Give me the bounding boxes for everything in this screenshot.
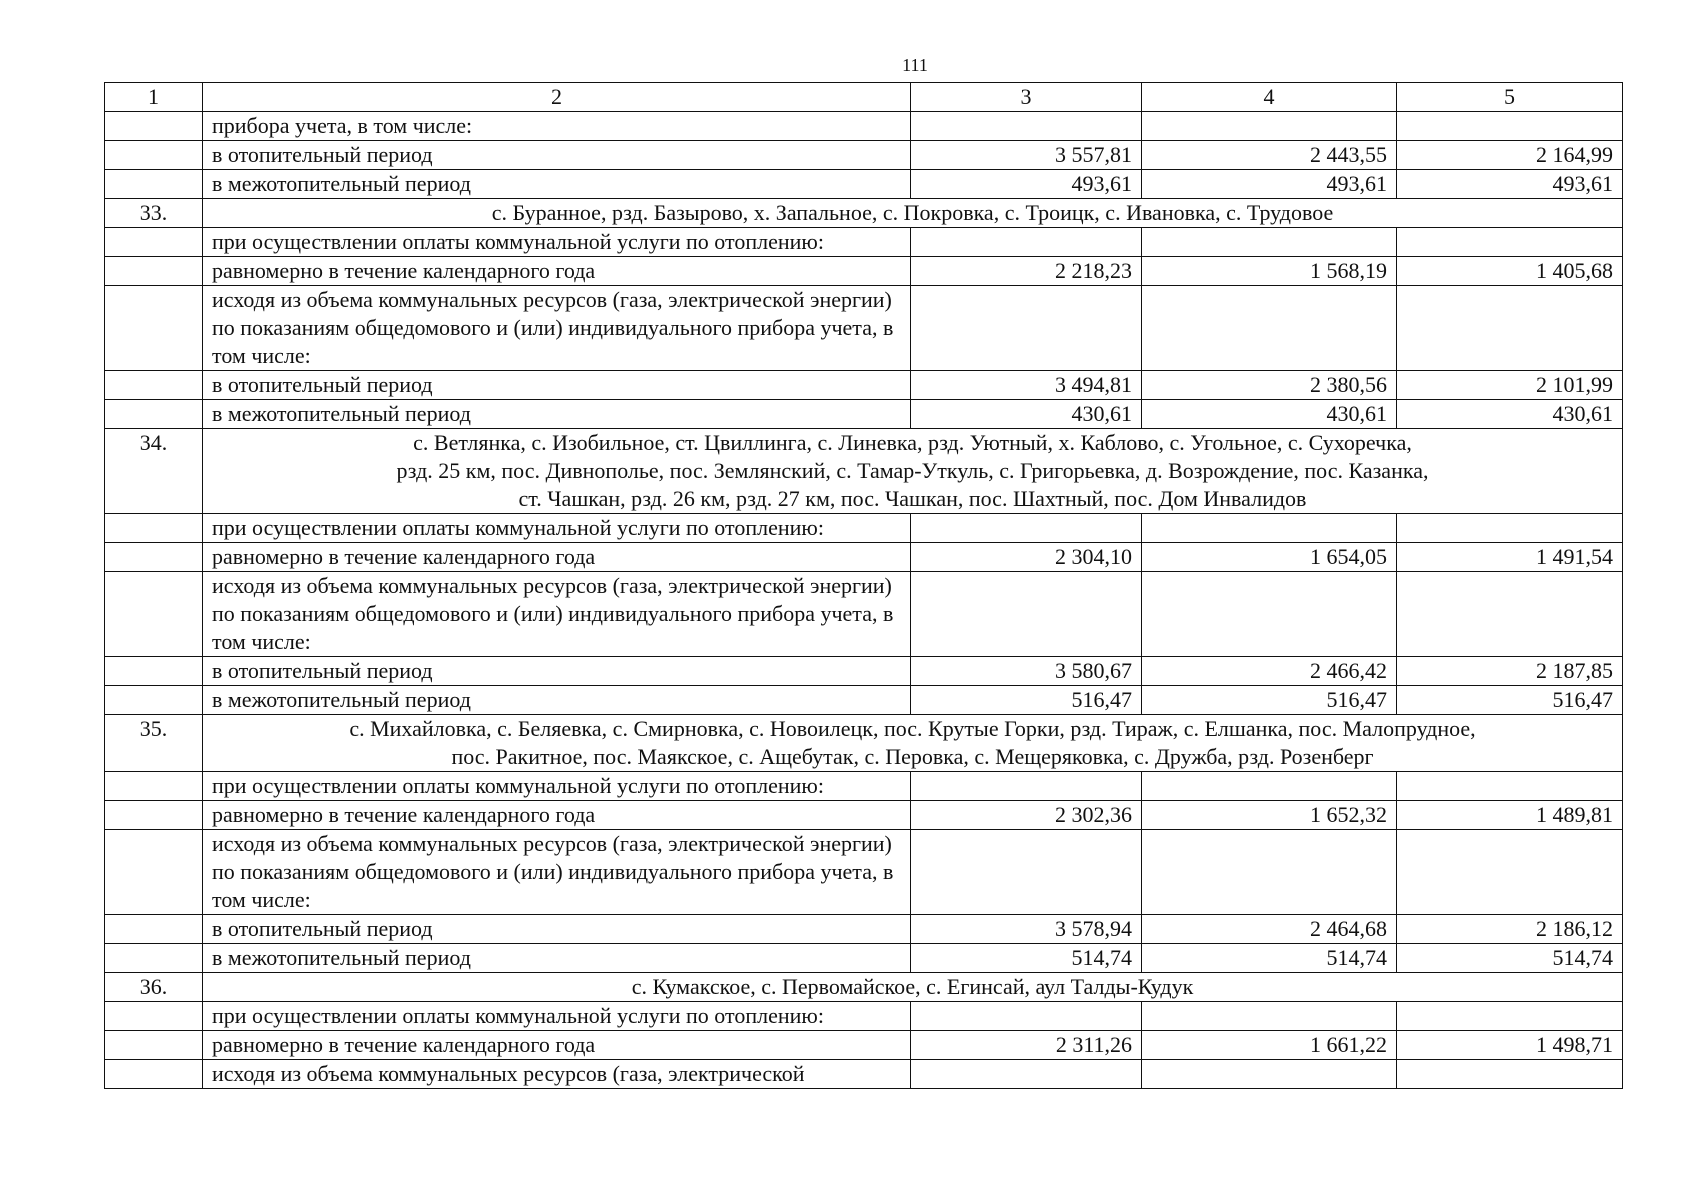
value-column-4: 2 466,42	[1142, 657, 1397, 686]
value-column-4	[1142, 514, 1397, 543]
row-index-empty	[105, 112, 203, 141]
row-description: равномерно в течение календарного года	[203, 257, 911, 286]
column-number-1: 1	[105, 83, 203, 112]
tariff-row	[105, 1002, 1623, 1031]
tariff-row	[105, 112, 1623, 141]
value-column-3: 2 218,23	[911, 257, 1142, 286]
row-description: в отопительный период	[203, 371, 911, 400]
value-column-5: 2 164,99	[1397, 141, 1623, 170]
value-column-5: 1 498,71	[1397, 1031, 1623, 1060]
value-column-5: 493,61	[1397, 170, 1623, 199]
tariff-row	[105, 801, 1623, 830]
value-column-4	[1142, 772, 1397, 801]
value-column-4	[1142, 1060, 1397, 1089]
row-index-empty	[105, 944, 203, 973]
row-description: при осуществлении оплаты коммунальной услуги по отоплению:	[203, 1002, 911, 1031]
locality-row	[105, 199, 1623, 228]
row-index-empty	[105, 286, 203, 371]
table-body	[105, 83, 1623, 1089]
row-index-empty	[105, 1060, 203, 1089]
value-column-3: 2 311,26	[911, 1031, 1142, 1060]
value-column-5	[1397, 112, 1623, 141]
value-column-4	[1142, 1002, 1397, 1031]
value-column-5	[1397, 1002, 1623, 1031]
value-column-4	[1142, 830, 1397, 915]
row-description: в межотопительный период	[203, 686, 911, 715]
row-index-empty	[105, 772, 203, 801]
value-column-4	[1142, 286, 1397, 371]
value-column-5	[1397, 514, 1623, 543]
tariff-row	[105, 286, 1623, 371]
locality-list	[203, 715, 1623, 772]
row-description: прибора учета, в том числе:	[203, 112, 911, 141]
row-description: в отопительный период	[203, 141, 911, 170]
tariff-row	[105, 371, 1623, 400]
value-column-5: 2 101,99	[1397, 371, 1623, 400]
row-description: равномерно в течение календарного года	[203, 543, 911, 572]
value-column-5: 430,61	[1397, 400, 1623, 429]
value-column-3: 2 304,10	[911, 543, 1142, 572]
locality-line: с. Михайловка, с. Беляевка, с. Смирновка, с. Новоилецк, пос. Крутые Горки, рзд. Тираж, с. Елшанка, пос. Малопрудное,	[349, 716, 1476, 741]
value-column-3: 493,61	[911, 170, 1142, 199]
value-column-4: 1 654,05	[1142, 543, 1397, 572]
row-index: 36.	[105, 973, 203, 1002]
value-column-5	[1397, 286, 1623, 371]
row-description: исходя из объема коммунальных ресурсов (газа, электрической энергии) по показаниям общедомового и (или) индивидуального прибора учета, в том числе:	[203, 572, 911, 657]
value-column-5	[1397, 572, 1623, 657]
value-column-3: 3 580,67	[911, 657, 1142, 686]
value-column-3	[911, 1002, 1142, 1031]
tariff-row	[105, 657, 1623, 686]
value-column-5	[1397, 1060, 1623, 1089]
tariff-row	[105, 170, 1623, 199]
locality-line: пос. Ракитное, пос. Маякское, с. Ащебутак, с. Перовка, с. Мещеряковка, с. Дружба, рзд. Розенберг	[451, 744, 1374, 769]
row-description: в межотопительный период	[203, 400, 911, 429]
value-column-5: 2 187,85	[1397, 657, 1623, 686]
column-number-5: 5	[1397, 83, 1623, 112]
value-column-5	[1397, 772, 1623, 801]
row-description: при осуществлении оплаты коммунальной услуги по отоплению:	[203, 772, 911, 801]
tariff-row	[105, 772, 1623, 801]
value-column-4: 1 661,22	[1142, 1031, 1397, 1060]
row-index-empty	[105, 1002, 203, 1031]
column-number-row	[105, 83, 1623, 112]
value-column-5: 1 405,68	[1397, 257, 1623, 286]
value-column-3: 3 578,94	[911, 915, 1142, 944]
value-column-3: 2 302,36	[911, 801, 1142, 830]
locality-row	[105, 429, 1623, 514]
locality-row	[105, 973, 1623, 1002]
row-description: при осуществлении оплаты коммунальной услуги по отоплению:	[203, 514, 911, 543]
row-description: равномерно в течение календарного года	[203, 1031, 911, 1060]
locality-list	[203, 429, 1623, 514]
value-column-4: 430,61	[1142, 400, 1397, 429]
row-index-empty	[105, 572, 203, 657]
value-column-5: 1 489,81	[1397, 801, 1623, 830]
tariff-row	[105, 686, 1623, 715]
row-description: равномерно в течение календарного года	[203, 801, 911, 830]
value-column-4	[1142, 228, 1397, 257]
row-index-empty	[105, 686, 203, 715]
value-column-3	[911, 514, 1142, 543]
value-column-3: 430,61	[911, 400, 1142, 429]
row-description: исходя из объема коммунальных ресурсов (газа, электрической энергии) по показаниям общедомового и (или) индивидуального прибора учета, в том числе:	[203, 286, 911, 371]
tariff-row	[105, 514, 1623, 543]
row-description: при осуществлении оплаты коммунальной услуги по отоплению:	[203, 228, 911, 257]
value-column-3: 516,47	[911, 686, 1142, 715]
tariff-row	[105, 141, 1623, 170]
value-column-4: 2 443,55	[1142, 141, 1397, 170]
tariff-row	[105, 572, 1623, 657]
tariff-row	[105, 400, 1623, 429]
value-column-3: 514,74	[911, 944, 1142, 973]
value-column-3	[911, 1060, 1142, 1089]
page-number: 111	[902, 55, 928, 75]
value-column-4: 516,47	[1142, 686, 1397, 715]
locality-line: ст. Чашкан, рзд. 26 км, рзд. 27 км, пос. Чашкан, пос. Шахтный, пос. Дом Инвалидов	[518, 486, 1307, 511]
value-column-3	[911, 228, 1142, 257]
column-number-3: 3	[911, 83, 1142, 112]
row-description: в межотопительный период	[203, 170, 911, 199]
tariff-row	[105, 1060, 1623, 1089]
row-index-empty	[105, 170, 203, 199]
row-index-empty	[105, 801, 203, 830]
row-description: в отопительный период	[203, 657, 911, 686]
tariff-row	[105, 1031, 1623, 1060]
row-index-empty	[105, 1031, 203, 1060]
row-index: 33.	[105, 199, 203, 228]
locality-row	[105, 715, 1623, 772]
row-index-empty	[105, 830, 203, 915]
value-column-3	[911, 112, 1142, 141]
row-description: в межотопительный период	[203, 944, 911, 973]
row-index-empty	[105, 543, 203, 572]
value-column-4	[1142, 572, 1397, 657]
row-index-empty	[105, 228, 203, 257]
value-column-5: 2 186,12	[1397, 915, 1623, 944]
tariff-table	[104, 82, 1623, 1089]
tariff-row	[105, 915, 1623, 944]
row-index: 35.	[105, 715, 203, 772]
row-description: в отопительный период	[203, 915, 911, 944]
row-index-empty	[105, 371, 203, 400]
value-column-5: 514,74	[1397, 944, 1623, 973]
tariff-row	[105, 543, 1623, 572]
value-column-4: 2 380,56	[1142, 371, 1397, 400]
value-column-4: 2 464,68	[1142, 915, 1397, 944]
locality-line: с. Буранное, рзд. Базырово, х. Запальное, с. Покровка, с. Троицк, с. Ивановка, с. Трудовое	[491, 200, 1334, 225]
value-column-4: 1 652,32	[1142, 801, 1397, 830]
row-index-empty	[105, 657, 203, 686]
tariff-row	[105, 944, 1623, 973]
column-number-4: 4	[1142, 83, 1397, 112]
value-column-4	[1142, 112, 1397, 141]
value-column-5: 1 491,54	[1397, 543, 1623, 572]
row-index-empty	[105, 400, 203, 429]
row-index-empty	[105, 915, 203, 944]
row-index-empty	[105, 141, 203, 170]
value-column-3: 3 494,81	[911, 371, 1142, 400]
value-column-3	[911, 830, 1142, 915]
value-column-3	[911, 572, 1142, 657]
value-column-3: 3 557,81	[911, 141, 1142, 170]
tariff-row	[105, 830, 1623, 915]
value-column-5	[1397, 228, 1623, 257]
value-column-5	[1397, 830, 1623, 915]
column-number-2: 2	[203, 83, 911, 112]
locality-line: рзд. 25 км, пос. Дивнополье, пос. Землянский, с. Тамар-Уткуль, с. Григорьевка, д. Возрождение, пос. Казанка,	[396, 458, 1429, 483]
tariff-table-container	[104, 82, 1622, 1089]
row-description: исходя из объема коммунальных ресурсов (газа, электрической	[203, 1060, 911, 1089]
value-column-4: 1 568,19	[1142, 257, 1397, 286]
locality-line: с. Кумакское, с. Первомайское, с. Егинсай, аул Талды-Кудук	[631, 974, 1194, 999]
locality-list	[203, 973, 1623, 1002]
value-column-3	[911, 772, 1142, 801]
value-column-4: 514,74	[1142, 944, 1397, 973]
value-column-4: 493,61	[1142, 170, 1397, 199]
row-index-empty	[105, 257, 203, 286]
locality-list	[203, 199, 1623, 228]
value-column-5: 516,47	[1397, 686, 1623, 715]
value-column-3	[911, 286, 1142, 371]
row-description: исходя из объема коммунальных ресурсов (газа, электрической энергии) по показаниям общедомового и (или) индивидуального прибора учета, в том числе:	[203, 830, 911, 915]
locality-line: с. Ветлянка, с. Изобильное, ст. Цвиллинга, с. Линевка, рзд. Уютный, х. Каблово, с. Угольное, с. Сухоречка,	[413, 430, 1412, 455]
row-index-empty	[105, 514, 203, 543]
tariff-row	[105, 257, 1623, 286]
tariff-row	[105, 228, 1623, 257]
row-index: 34.	[105, 429, 203, 514]
